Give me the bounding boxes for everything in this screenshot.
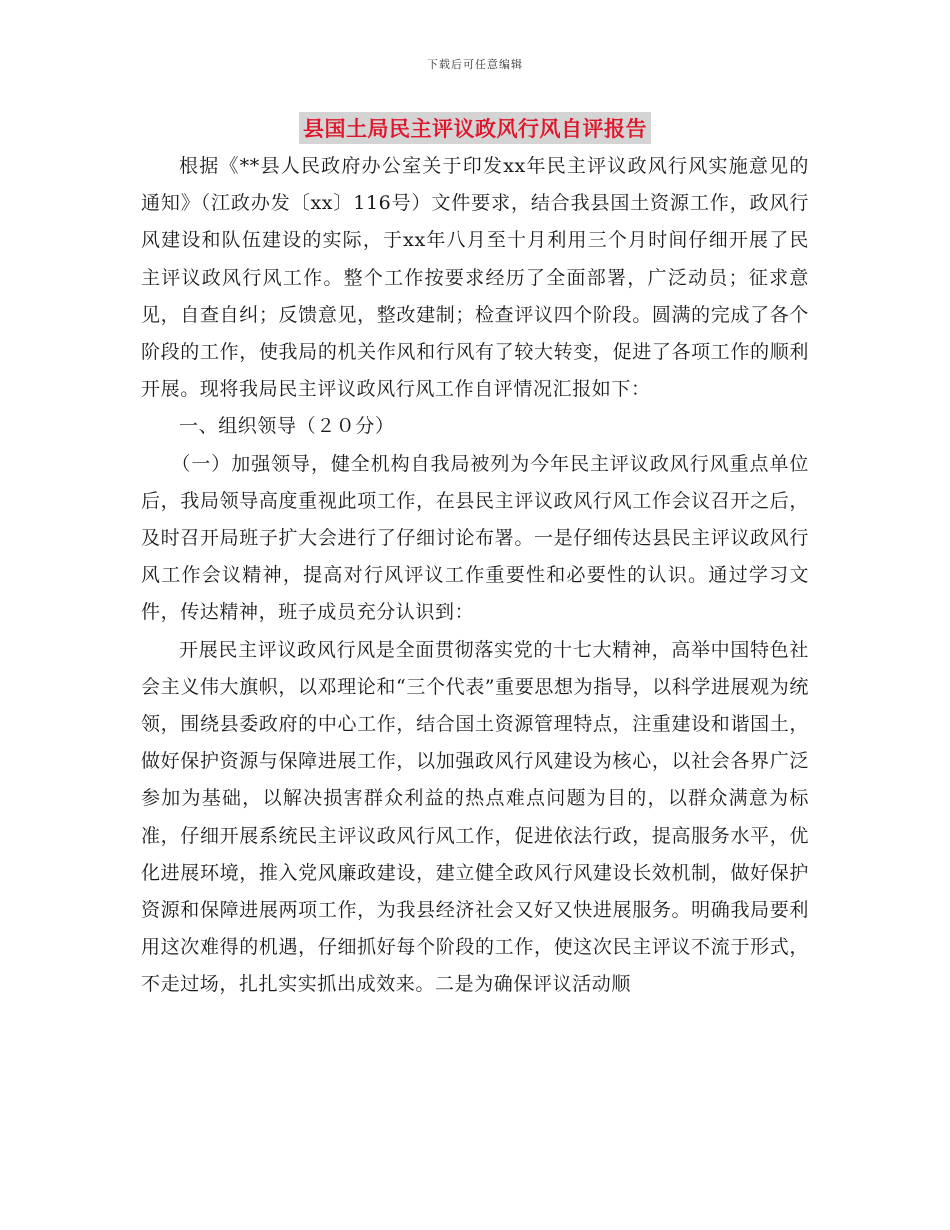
paragraph-leadership: （一）加强领导，健全机构自我局被列为今年民主评议政风行风重点单位后，我局领导高度重视此项工作，在县民主评议政风行风工作会议召开之后，及时召开局班子扩大会进行了仔细讨论布署。一是仔细传达县民主评议政风行风工作会议精神，提高对行风评议工作重要性和必要性的认识。通过学习文件，传达精神，班子成员充分认识到： <box>141 452 809 624</box>
document-title: 县国土局民主评议政风行风自评报告 <box>299 112 651 144</box>
section-heading: 一、组织领导（２０分） <box>179 415 395 438</box>
header-note: 下载后可任意编辑 <box>427 58 523 71</box>
document-body <box>141 148 809 1004</box>
paragraph-intro: 根据《**县人民政府办公室关于印发xx年民主评议政风行风实施意见的通知》（江政办发〔xx〕116号）文件要求，结合我县国土资源工作，政风行风建设和队伍建设的实际，于xx年八月至十月利用三个月时间仔细开展了民主评议政风行风工作。整个工作按要求经历了全面部署，广泛动员；征求意见，自查自纠；反馈意见，整改建制；检查评议四个阶段。圆满的完成了各个阶段的工作，使我局的机关作风和行风有了较大转变，促进了各项工作的顺利开展。现将我局民主评议政风行风工作自评情况汇报如下： <box>141 155 809 401</box>
title-wrap <box>0 112 950 144</box>
paragraph-significance: 开展民主评议政风行风是全面贯彻落实党的十七大精神，高举中国特色社会主义伟大旗帜，以邓理论和“三个代表”重要思想为指导，以科学进展观为统领，围绕县委政府的中心工作，结合国土资源管理特点，注重建设和谐国土，做好保护资源与保障进展工作，以加强政风行风建设为核心，以社会各界广泛参加为基础，以解决损害群众利益的热点难点问题为目的，以群众满意为标准，仔细开展系统民主评议政风行风工作，促进依法行政，提高服务水平，优化进展环境，推入党风廉政建设，建立健全政风行风建设长效机制，做好保护资源和保障进展两项工作，为我县经济社会又好又快进展服务。明确我局要利用这次难得的机遇，仔细抓好每个阶段的工作，使这次民主评议不流于形式，不走过场，扎扎实实抓出成效来。二是为确保评议活动顺 <box>141 638 809 996</box>
